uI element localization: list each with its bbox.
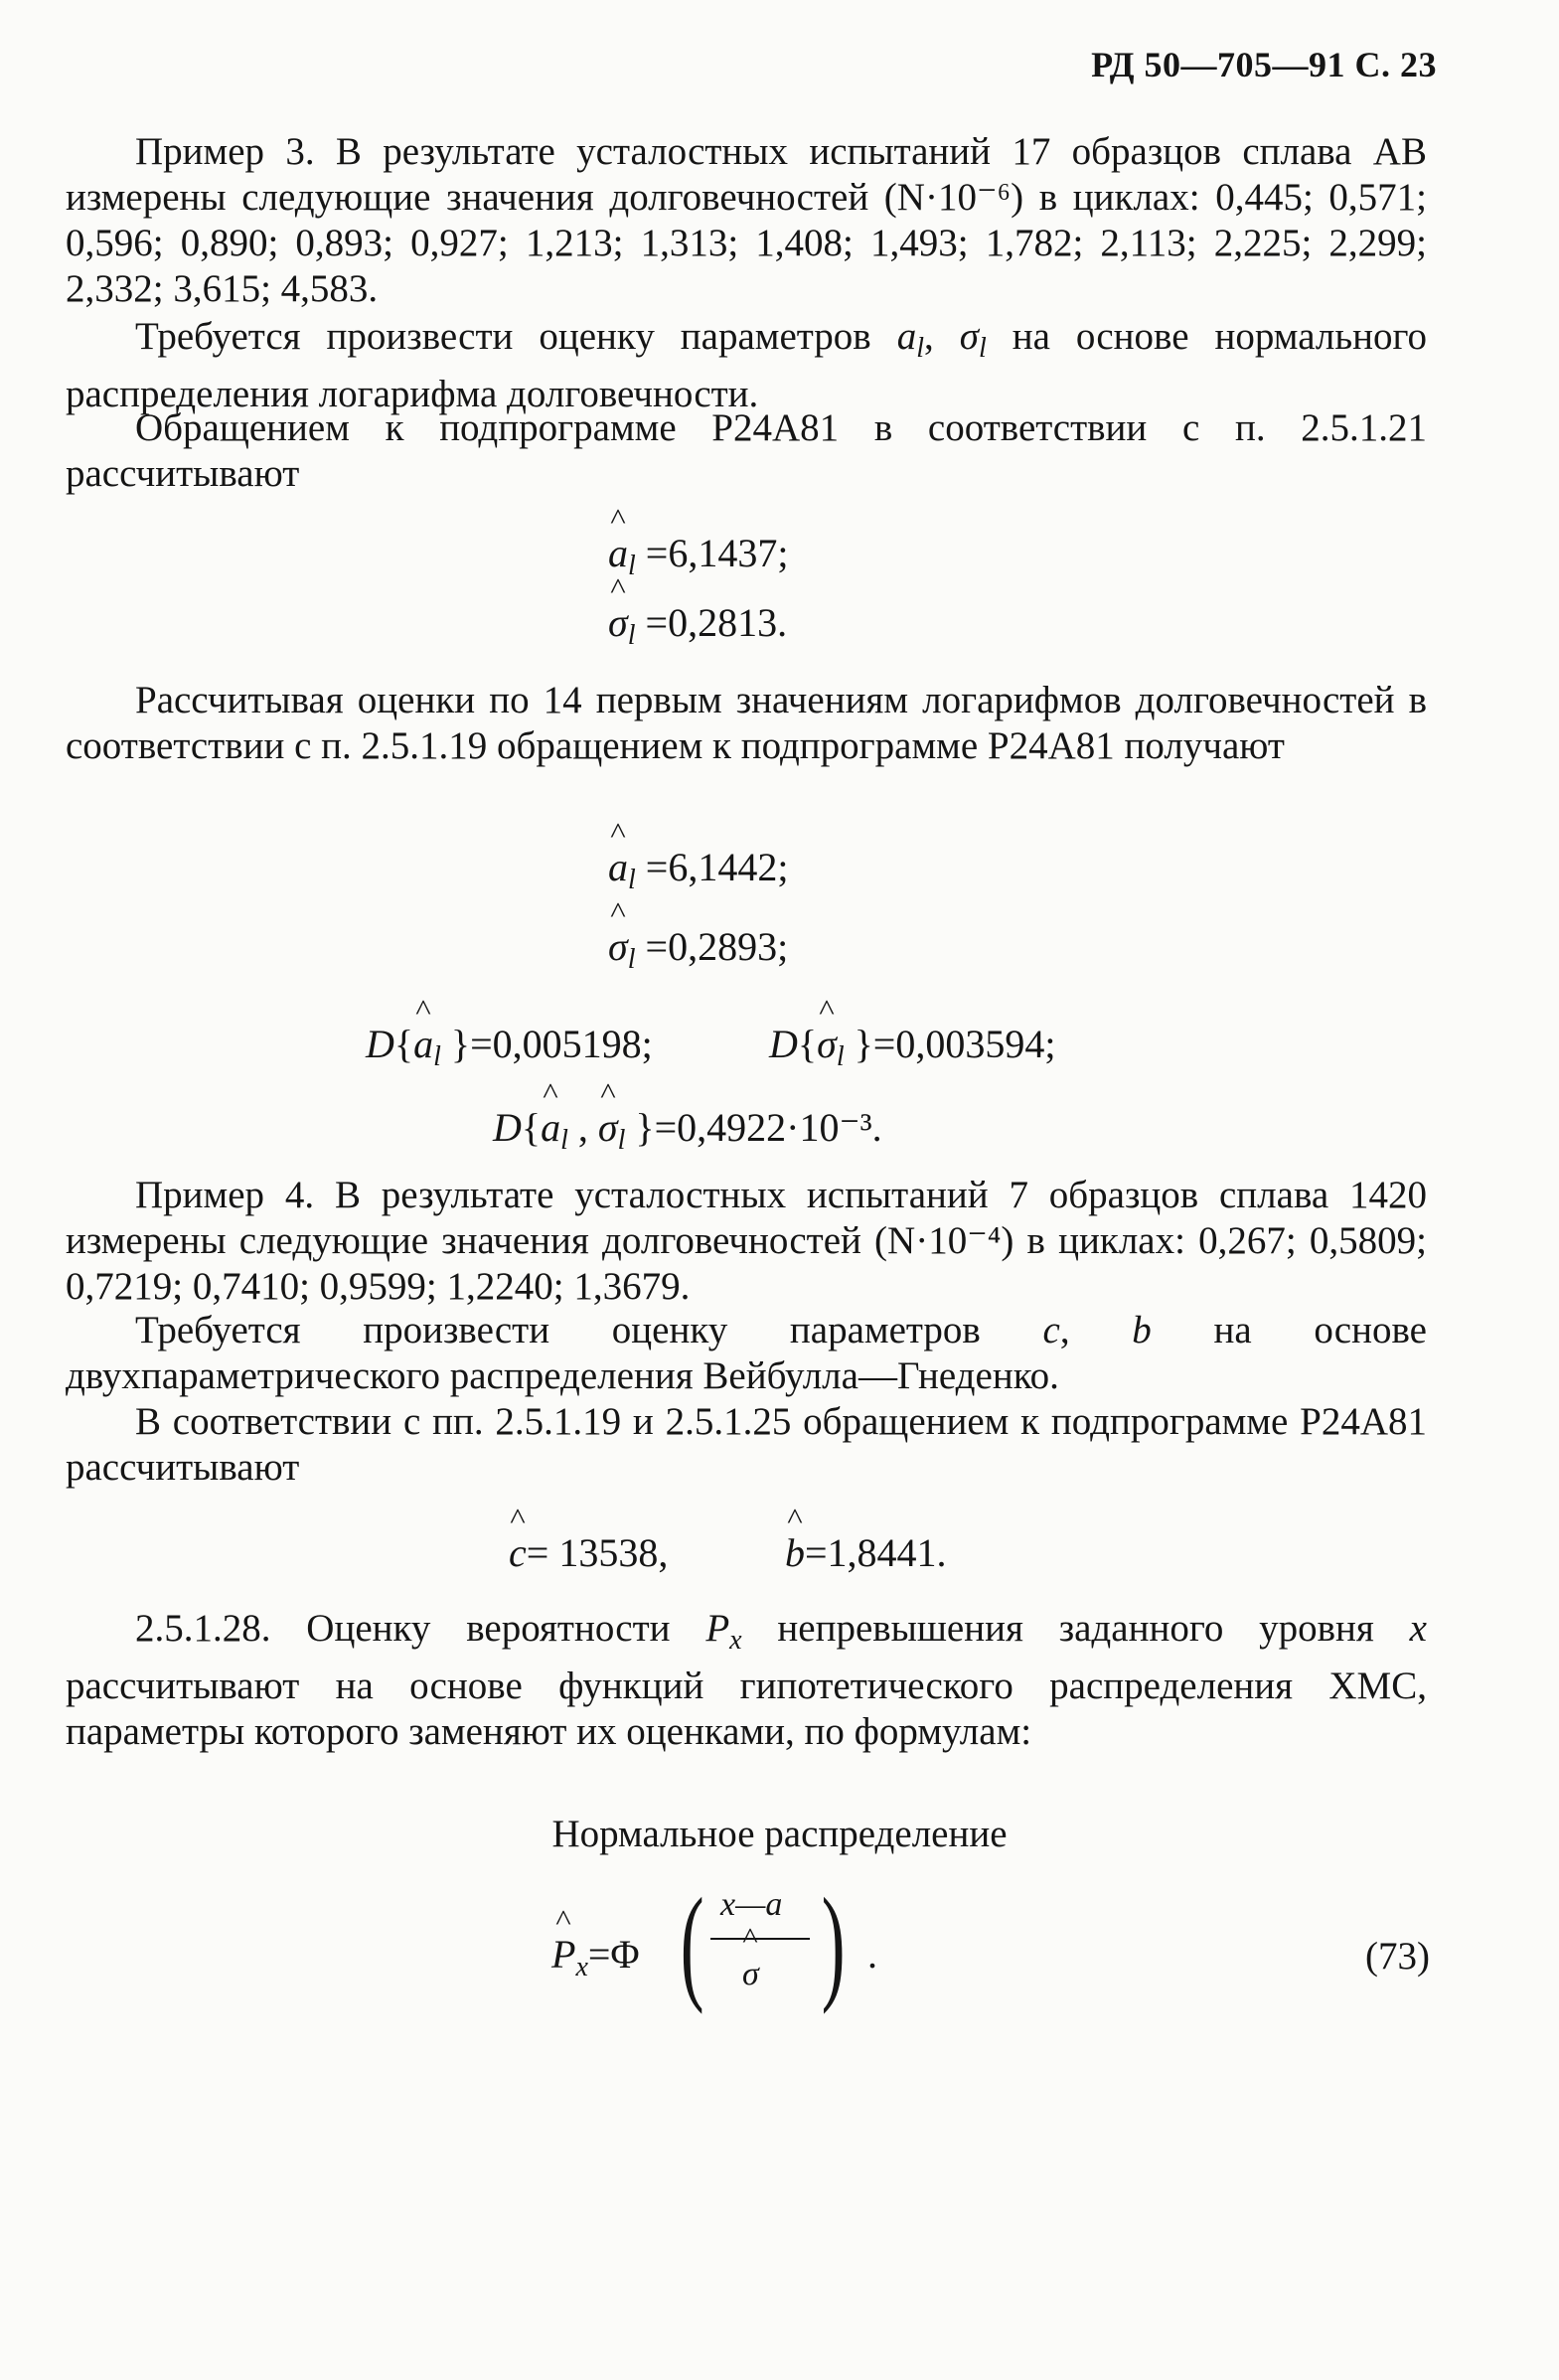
left-paren: (: [680, 1872, 704, 2015]
estimate-sigma-l-value: =0,2813.: [645, 600, 788, 645]
example3-method-paragraph: Обращением к подпрограмме Р24А81 в соответствии с п. 2.5.1.21 рассчитывают: [66, 406, 1427, 495]
covariance-a-sigma: D{^ $a_l$ , ^ $\sigma_l$ }=0,4922·10⁻³.: [493, 1105, 882, 1164]
right-paren: ): [821, 1872, 846, 2015]
estimate-a-l-14-value: =6,1442;: [645, 845, 789, 889]
section-paragraph: 2.5.1.28. Оценку вероятности $P_x$ непревышения заданного уровня x рассчитывают на основе функций гипотетического распределения ХМС, параметры которого заменяют их оценками, по формулам:: [66, 1607, 1427, 1753]
section-heading: Нормальное распределение: [551, 1813, 1008, 1855]
formula-73: [551, 1872, 949, 2025]
estimate-a-l: ^ $a_l =6,1437$;: [608, 531, 788, 589]
example3-paragraph: Пример 3. В результате усталостных испытаний 17 образцов сплава АВ измерены следующие значения долговечностей (N·10⁻⁶) в циклах: 0,445; 0,571; 0,596; 0,890; 0,893; 0,927; 1,213; 1,313; 1,408; 1,493; 1,782; 2,113; 2,225; 2,299; 2,332; 3,615; 4,583.: [66, 130, 1427, 310]
estimate-b: ^ b=1,8441.: [785, 1530, 947, 1576]
variance-sigma-l-value: }=0,003594;: [854, 1022, 1056, 1066]
estimate-sigma-l-14-value: =0,2893;: [645, 924, 789, 969]
equation-number: (73): [1365, 1935, 1430, 1978]
variance-a-l: D{^ $a_l$ }=0,005198;: [366, 1022, 653, 1080]
formula-phi: =Φ: [587, 1932, 640, 1977]
formula-period: .: [867, 1932, 877, 1977]
formula-denominator: ^ σ: [742, 1956, 759, 1993]
example3-task-paragraph: Требуется произвести оценку параметров $a_l$, $\sigma_l$ на основе нормального распределения логарифма долговечности.: [66, 315, 1427, 415]
example4-paragraph: Пример 4. В результате усталостных испытаний 7 образцов сплава 1420 измерены следующие значения долговечностей (N·10⁻⁴) в циклах: 0,267; 0,5809; 0,7219; 0,7410; 0,9599; 1,2240; 1,3679.: [66, 1174, 1427, 1308]
formula-lhs: ^ $P_x=\Phi$: [551, 1932, 640, 1990]
example4-task-paragraph: Требуется произвести оценку параметров c, b на основе двухпараметрического распределения Вейбулла—Гнеденко.: [66, 1309, 1427, 1397]
example4-method-paragraph: В соответствии с пп. 2.5.1.19 и 2.5.1.25 обращением к подпрограмме Р24А81 рассчитывают: [66, 1400, 1427, 1489]
covariance-value: }=0,4922·10⁻³.: [635, 1105, 882, 1150]
variance-sigma-l: D{^ $\sigma_l$ }=0,003594;: [769, 1022, 1055, 1080]
estimate-b-value: =1,8441.: [805, 1530, 947, 1575]
formula-numerator: x—a: [720, 1886, 783, 1923]
estimate-a-l-value: =6,1437;: [645, 531, 789, 575]
page-header: РД 50—705—91 С. 23: [1091, 45, 1437, 84]
variance-a-l-value: }=0,005198;: [450, 1022, 653, 1066]
estimate-sigma-l-14: ^ $\sigma_l =0,2893$;: [608, 924, 788, 983]
estimate-sigma-l: ^ $\sigma_l =0,2813$.: [608, 600, 787, 659]
example3-partial-paragraph: Рассчитывая оценки по 14 первым значениям логарифмов долговечностей в соответствии с п. 2.5.1.19 обращением к подпрограмме Р24А81 получают: [66, 679, 1427, 767]
estimate-c-value: = 13538,: [526, 1530, 669, 1575]
estimate-c: ^ c= 13538,: [509, 1530, 668, 1576]
fraction-bar: [710, 1938, 810, 1940]
estimate-a-l-14: ^ $a_l =6,1442$;: [608, 845, 788, 903]
